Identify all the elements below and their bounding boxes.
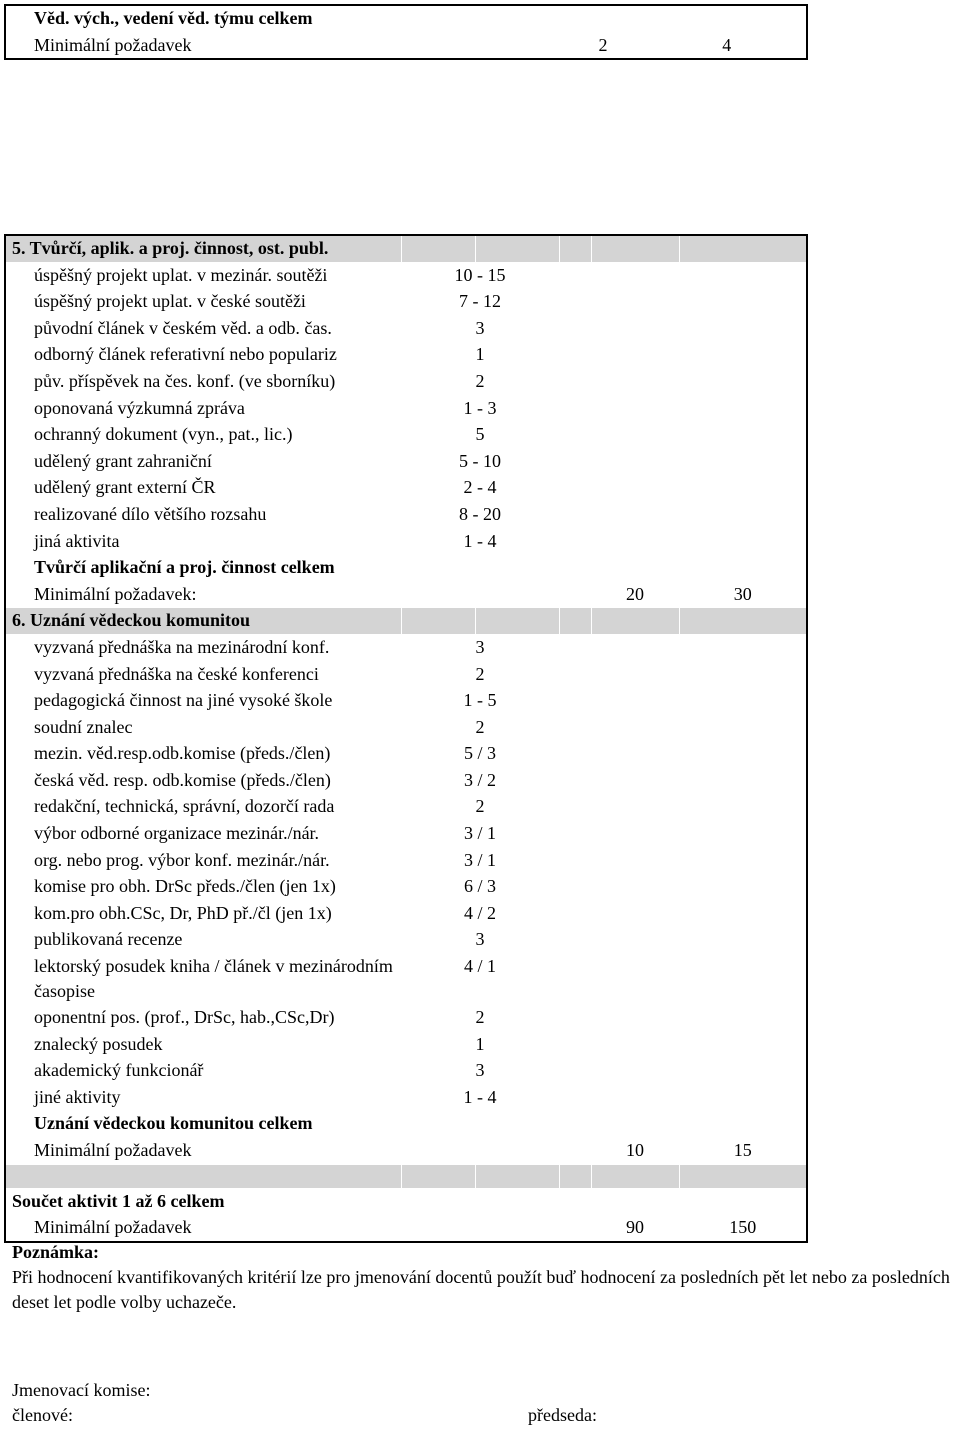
table-cell — [401, 581, 591, 608]
table-cell — [401, 1138, 591, 1165]
activity-row — [5, 1031, 807, 1058]
table-cell — [559, 634, 591, 661]
activity-points: 4 / 1 — [401, 954, 559, 1005]
summary-total-row — [5, 1188, 807, 1215]
table-cell — [591, 954, 679, 1005]
table-cell — [591, 262, 679, 289]
table-cell — [679, 688, 807, 715]
activity-row — [5, 927, 807, 954]
minimum-row — [5, 32, 807, 59]
activity-scoring-table — [4, 234, 808, 1243]
section-heading-row — [5, 235, 807, 262]
table-cell — [679, 528, 807, 555]
table-cell — [591, 714, 679, 741]
minimum-row — [5, 581, 807, 608]
activity-points: 1 - 4 — [401, 1084, 559, 1111]
activity-label: vyzvaná přednáška na české konferenci — [5, 661, 401, 688]
table-cell — [559, 661, 591, 688]
activity-row — [5, 1058, 807, 1085]
table-cell — [591, 741, 679, 768]
table-cell — [401, 1111, 807, 1138]
table-cell — [591, 794, 679, 821]
table-cell — [559, 794, 591, 821]
activity-row — [5, 315, 807, 342]
activity-row — [5, 794, 807, 821]
table-cell — [679, 927, 807, 954]
table-cell — [679, 422, 807, 449]
separator-cell — [559, 1164, 591, 1188]
table-cell — [559, 528, 591, 555]
table-cell — [559, 422, 591, 449]
table-cell — [679, 661, 807, 688]
table-cell — [679, 874, 807, 901]
table-cell — [559, 1005, 591, 1032]
table-cell — [591, 1005, 679, 1032]
activity-points: 6 / 3 — [401, 874, 559, 901]
activity-points: 1 - 5 — [401, 688, 559, 715]
note-heading: Poznámka: — [12, 1242, 99, 1262]
activity-points: 10 - 15 — [401, 262, 559, 289]
table-cell — [559, 501, 591, 528]
activity-row — [5, 395, 807, 422]
activity-points: 2 — [401, 1005, 559, 1032]
activity-label: vyzvaná přednáška na mezinárodní konf. — [5, 634, 401, 661]
activity-points: 2 — [401, 368, 559, 395]
table-cell — [679, 900, 807, 927]
section-total-label: Tvůrčí aplikační a proj. činnost celkem — [5, 555, 401, 582]
table-cell — [559, 315, 591, 342]
table-cell — [559, 1031, 591, 1058]
table-cell — [679, 1058, 807, 1085]
separator-cell — [591, 1164, 679, 1188]
activity-label: akademický funkcionář — [5, 1058, 401, 1085]
table-cell — [591, 1084, 679, 1111]
activity-label: soudní znalec — [5, 714, 401, 741]
minimum-row — [5, 1138, 807, 1165]
heading-cell — [559, 608, 591, 635]
table-cell — [591, 475, 679, 502]
activity-row — [5, 661, 807, 688]
table-cell — [679, 847, 807, 874]
activity-label: česká věd. resp. odb.komise (předs./člen) — [5, 767, 401, 794]
table-cell — [679, 1031, 807, 1058]
activity-row — [5, 767, 807, 794]
table-cell — [559, 874, 591, 901]
table-cell — [679, 821, 807, 848]
activity-label: úspěšný projekt uplat. v mezinár. soutěži — [5, 262, 401, 289]
activity-row — [5, 634, 807, 661]
activity-table-body — [5, 235, 807, 1242]
minimum-value-a: 90 — [591, 1215, 679, 1242]
table-cell — [559, 342, 591, 369]
table-cell — [679, 954, 807, 1005]
minimum-label: Minimální požadavek: — [5, 581, 401, 608]
table-cell — [591, 874, 679, 901]
table-cell — [591, 448, 679, 475]
heading-cell — [401, 608, 475, 635]
activity-points: 3 / 2 — [401, 767, 559, 794]
heading-cell — [559, 235, 591, 262]
activity-label: org. nebo prog. výbor konf. mezinár./nár. — [5, 847, 401, 874]
section-total-row — [5, 5, 807, 32]
table-cell — [679, 501, 807, 528]
table-cell — [679, 794, 807, 821]
table-cell — [559, 767, 591, 794]
activity-label: ochranný dokument (vyn., pat., lic.) — [5, 422, 401, 449]
activity-label: oponovaná výzkumná zpráva — [5, 395, 401, 422]
heading-cell — [591, 608, 679, 635]
activity-label: udělený grant zahraniční — [5, 448, 401, 475]
activity-label: odborný článek referativní nebo populariz — [5, 342, 401, 369]
activity-row — [5, 368, 807, 395]
minimum-label: Minimální požadavek — [5, 1215, 401, 1242]
minimum-label: Minimální požadavek — [5, 1138, 401, 1165]
activity-row — [5, 874, 807, 901]
activity-label: výbor odborné organizace mezinár./nár. — [5, 821, 401, 848]
table-cell — [401, 1188, 807, 1215]
table-cell — [591, 395, 679, 422]
table-cell — [679, 315, 807, 342]
activity-label: realizované dílo většího rozsahu — [5, 501, 401, 528]
activity-points: 5 - 10 — [401, 448, 559, 475]
minimum-value-a: 2 — [559, 32, 647, 59]
heading-cell — [475, 608, 559, 635]
top-summary-table — [4, 4, 808, 60]
table-cell — [559, 368, 591, 395]
section-total-row — [5, 555, 807, 582]
activity-points: 1 — [401, 1031, 559, 1058]
members-label: členové: — [12, 1405, 73, 1425]
activity-label: jiné aktivity — [5, 1084, 401, 1111]
activity-row — [5, 847, 807, 874]
separator-cell — [5, 1164, 401, 1188]
activity-label: pedagogická činnost na jiné vysoké škole — [5, 688, 401, 715]
activity-points: 3 — [401, 634, 559, 661]
activity-row — [5, 448, 807, 475]
minimum-value-b: 150 — [679, 1215, 807, 1242]
table-cell — [679, 1005, 807, 1032]
table-cell — [679, 475, 807, 502]
activity-label: oponentní pos. (prof., DrSc, hab.,CSc,Dr) — [5, 1005, 401, 1032]
table-cell — [591, 528, 679, 555]
heading-cell — [475, 235, 559, 262]
table-cell — [591, 289, 679, 316]
table-cell — [591, 422, 679, 449]
table-cell — [559, 262, 591, 289]
heading-cell — [591, 235, 679, 262]
activity-points: 2 — [401, 661, 559, 688]
minimum-value-b: 4 — [647, 32, 807, 59]
activity-row — [5, 289, 807, 316]
activity-label: úspěšný projekt uplat. v české soutěži — [5, 289, 401, 316]
table-cell — [559, 289, 591, 316]
activity-label: mezin. věd.resp.odb.komise (předs./člen) — [5, 741, 401, 768]
table-cell — [679, 741, 807, 768]
table-cell — [559, 1084, 591, 1111]
table-cell — [559, 954, 591, 1005]
table-cell — [591, 661, 679, 688]
table-cell — [559, 1058, 591, 1085]
separator-cell — [475, 1164, 559, 1188]
table-cell — [591, 1031, 679, 1058]
note-block — [12, 1240, 960, 1315]
activity-row — [5, 422, 807, 449]
activity-row — [5, 714, 807, 741]
table-cell — [591, 1058, 679, 1085]
table-cell — [679, 368, 807, 395]
activity-points: 5 / 3 — [401, 741, 559, 768]
chair-label: předseda: — [528, 1405, 597, 1425]
table-cell — [679, 342, 807, 369]
table-cell — [559, 714, 591, 741]
committee-label: Jmenovací komise: — [12, 1380, 151, 1400]
table-cell — [559, 688, 591, 715]
table-cell — [591, 501, 679, 528]
table-cell — [591, 634, 679, 661]
table-cell — [591, 847, 679, 874]
table-cell — [591, 688, 679, 715]
activity-row — [5, 501, 807, 528]
activity-row — [5, 821, 807, 848]
note-text: Při hodnocení kvantifikovaných kritérií lze pro jmenování docentů použít buď hodnocení za posledních pět let nebo za posledních deset let podle volby uchazeče. — [12, 1267, 950, 1312]
table-cell — [591, 368, 679, 395]
activity-points: 2 — [401, 714, 559, 741]
table-cell — [679, 262, 807, 289]
section-heading: 6. Uznání vědeckou komunitou — [5, 608, 401, 635]
table-cell — [559, 741, 591, 768]
activity-points: 3 — [401, 1058, 559, 1085]
summary-total-label: Součet aktivit 1 až 6 celkem — [5, 1188, 401, 1215]
section-total-label: Uznání vědeckou komunitou celkem — [5, 1111, 401, 1138]
minimum-row — [5, 1215, 807, 1242]
table-cell — [591, 821, 679, 848]
table-cell — [679, 714, 807, 741]
activity-row — [5, 1005, 807, 1032]
activity-label: lektorský posudek kniha / článek v mezinárodním časopise — [5, 954, 401, 1005]
activity-points: 1 - 3 — [401, 395, 559, 422]
activity-label: původní článek v českém věd. a odb. čas. — [5, 315, 401, 342]
activity-row — [5, 262, 807, 289]
activity-label: jiná aktivita — [5, 528, 401, 555]
minimum-value-b: 15 — [679, 1138, 807, 1165]
minimum-value-b: 30 — [679, 581, 807, 608]
table-cell — [679, 448, 807, 475]
table-cell — [559, 475, 591, 502]
activity-label: komise pro obh. DrSc předs./člen (jen 1x) — [5, 874, 401, 901]
heading-cell — [679, 235, 807, 262]
activity-points: 1 — [401, 342, 559, 369]
minimum-label: Minimální požadavek — [5, 32, 401, 59]
table-cell — [591, 342, 679, 369]
table-cell — [679, 1084, 807, 1111]
table-cell — [559, 395, 591, 422]
separator-cell — [401, 1164, 475, 1188]
table-cell — [559, 900, 591, 927]
table-cell — [401, 555, 807, 582]
table-cell — [559, 847, 591, 874]
activity-points: 3 — [401, 927, 559, 954]
activity-label: publikovaná recenze — [5, 927, 401, 954]
minimum-value-a: 20 — [591, 581, 679, 608]
table-cell — [591, 927, 679, 954]
activity-label: udělený grant externí ČR — [5, 475, 401, 502]
activity-points: 3 / 1 — [401, 847, 559, 874]
activity-points: 7 - 12 — [401, 289, 559, 316]
table-cell — [679, 395, 807, 422]
activity-row — [5, 528, 807, 555]
activity-points: 3 — [401, 315, 559, 342]
separator-cell — [679, 1164, 807, 1188]
activity-row — [5, 741, 807, 768]
section-total-label: Věd. vých., vedení věd. týmu celkem — [5, 5, 401, 32]
activity-row — [5, 475, 807, 502]
activity-points: 3 / 1 — [401, 821, 559, 848]
minimum-value-a: 10 — [591, 1138, 679, 1165]
activity-row — [5, 1084, 807, 1111]
activity-label: redakční, technická, správní, dozorčí rada — [5, 794, 401, 821]
section-heading-row — [5, 608, 807, 635]
table-cell — [559, 448, 591, 475]
table-cell — [679, 289, 807, 316]
table-cell — [559, 927, 591, 954]
activity-label: pův. příspěvek na čes. konf. (ve sborníku) — [5, 368, 401, 395]
table-cell — [591, 315, 679, 342]
table-cell — [591, 767, 679, 794]
activity-label: znalecký posudek — [5, 1031, 401, 1058]
table-cell — [559, 821, 591, 848]
activity-points: 4 / 2 — [401, 900, 559, 927]
activity-row — [5, 954, 807, 1005]
table-cell — [679, 634, 807, 661]
activity-points: 2 — [401, 794, 559, 821]
table-cell — [591, 900, 679, 927]
table-cell — [401, 1215, 591, 1242]
activity-points: 2 - 4 — [401, 475, 559, 502]
activity-points: 1 - 4 — [401, 528, 559, 555]
heading-cell — [401, 235, 475, 262]
section-heading: 5. Tvůrčí, aplik. a proj. činnost, ost. publ. — [5, 235, 401, 262]
section-total-row — [5, 1111, 807, 1138]
table-cell — [679, 767, 807, 794]
activity-points: 5 — [401, 422, 559, 449]
heading-cell — [679, 608, 807, 635]
activity-row — [5, 900, 807, 927]
activity-points: 8 - 20 — [401, 501, 559, 528]
separator-row — [5, 1164, 807, 1188]
activity-row — [5, 342, 807, 369]
activity-label: kom.pro obh.CSc, Dr, PhD př./čl (jen 1x) — [5, 900, 401, 927]
activity-row — [5, 688, 807, 715]
